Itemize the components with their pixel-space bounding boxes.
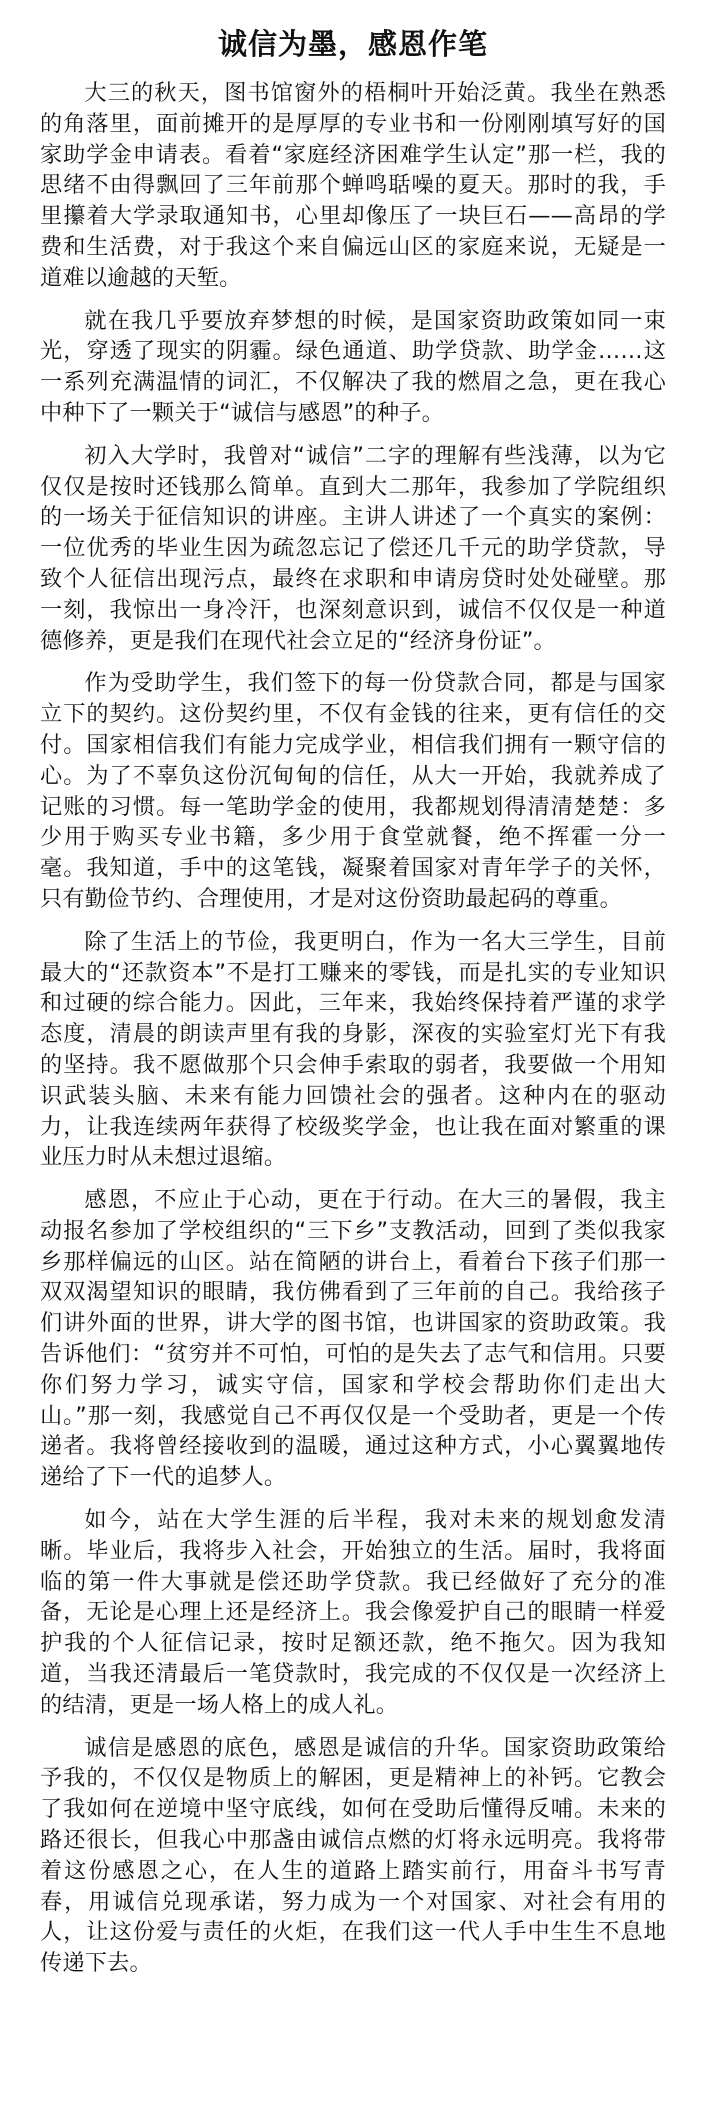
article-title: 诚信为墨，感恩作笔 (217, 27, 488, 61)
article-paragraph-3: 初入大学时，我曾对“诚信”二字的理解有些浅薄，以为它仅仅是按时还钱那么简单。直到大二那年，我参加了学院组织的一场关于征信知识的讲座。主讲人讲述了一个真实的案例：一位优秀的毕业生因为疏忽忘记了偿还几千元的助学贷款，导致个人征信出现污点，最终在求职和申请房贷时处处碰壁。那一刻，我惊出一身冷汗，也深刻意识到，诚信不仅仅是一种道德修养，更是我们在现代社会立足的“经济身份证”。 (40, 442, 666, 654)
article-paragraph-8: 诚信是感恩的底色，感恩是诚信的升华。国家资助政策给予我的，不仅仅是物质上的解困，更是精神上的补钙。它教会了我如何在逆境中坚守底线，如何在受助后懂得反哺。未来的路还很长，但我心中那盏由诚信点燃的灯将永远明亮。我将带着这份感恩之心，在人生的道路上踏实前行，用奋斗书写青春，用诚信兑现承诺，努力成为一个对国家、对社会有用的人，让这份爱与责任的火炬，在我们这一代人手中生生不息地传递下去。 (40, 1734, 666, 1977)
article-paragraph-5: 除了生活上的节俭，我更明白，作为一名大三学生，目前最大的“还款资本”不是打工赚来的零钱，而是扎实的专业知识和过硬的综合能力。因此，三年来，我始终保持着严谨的求学态度，清晨的朗读声里有我的身影，深夜的实验室灯光下有我的坚持。我不愿做那个只会伸手索取的弱者，我要做一个用知识武装头脑、未来有能力回馈社会的强者。这种内在的驱动力，让我连续两年获得了校级奖学金，也让我在面对繁重的课业压力时从未想过退缩。 (40, 928, 666, 1171)
article-paragraph-7: 如今，站在大学生涯的后半程，我对未来的规划愈发清晰。毕业后，我将步入社会，开始独立的生活。届时，我将面临的第一件大事就是偿还助学贷款。我已经做好了充分的准备，无论是心理上还是经济上。我会像爱护自己的眼睛一样爱护我的个人征信记录，按时足额还款，绝不拖欠。因为我知道，当我还清最后一笔贷款时，我完成的不仅仅是一次经济上的结清，更是一场人格上的成人礼。 (40, 1507, 666, 1718)
article-paragraph-1: 大三的秋天，图书馆窗外的梧桐叶开始泛黄。我坐在熟悉的角落里，面前摊开的是厚厚的专业书和一份刚刚填写好的国家助学金申请表。看着“家庭经济困难学生认定”那一栏，我的思绪不由得飘回了三年前那个蝉鸣聒噪的夏天。那时的我，手里攥着大学录取通知书，心里却像压了一块巨石——高昂的学费和生活费，对于我这个来自偏远山区的家庭来说，无疑是一道难以逾越的天堑。 (40, 80, 666, 291)
article-paragraph-6: 感恩，不应止于心动，更在于行动。在大三的暑假，我主动报名参加了学校组织的“三下乡”支教活动，回到了类似我家乡那样偏远的山区。站在简陋的讲台上，看着台下孩子们那一双双渴望知识的眼睛，我仿佛看到了三年前的自己。我给孩子们讲外面的世界，讲大学的图书馆，也讲国家的资助政策。我告诉他们：“贫穷并不可怕，可怕的是失去了志气和信用。只要你们努力学习，诚实守信，国家和学校会帮助你们走出大山。”那一刻，我感觉自己不再仅仅是一个受助者，更是一个传递者。我将曾经接收到的温暖，通过这种方式，小心翼翼地传递给了下一代的追梦人。 (40, 1187, 666, 1491)
article-paragraph-4: 作为受助学生，我们签下的每一份贷款合同，都是与国家立下的契约。这份契约里，不仅有金钱的往来，更有信任的交付。国家相信我们有能力完成学业，相信我们拥有一颗守信的心。为了不辜负这份沉甸甸的信任，从大一开始，我就养成了记账的习惯。每一笔助学金的使用，我都规划得清清楚楚：多少用于购买专业书籍，多少用于食堂就餐，绝不挥霍一分一毫。我知道，手中的这笔钱，凝聚着国家对青年学子的关怀，只有勤俭节约、合理使用，才是对这份资助最起码的尊重。 (40, 670, 666, 912)
article-paragraph-2: 就在我几乎要放弃梦想的时候，是国家资助政策如同一束光，穿透了现实的阴霾。绿色通道、助学贷款、助学金……这一系列充满温情的词汇，不仅解决了我的燃眉之急，更在我心中种下了一颗关于“诚信与感恩”的种子。 (40, 307, 666, 426)
